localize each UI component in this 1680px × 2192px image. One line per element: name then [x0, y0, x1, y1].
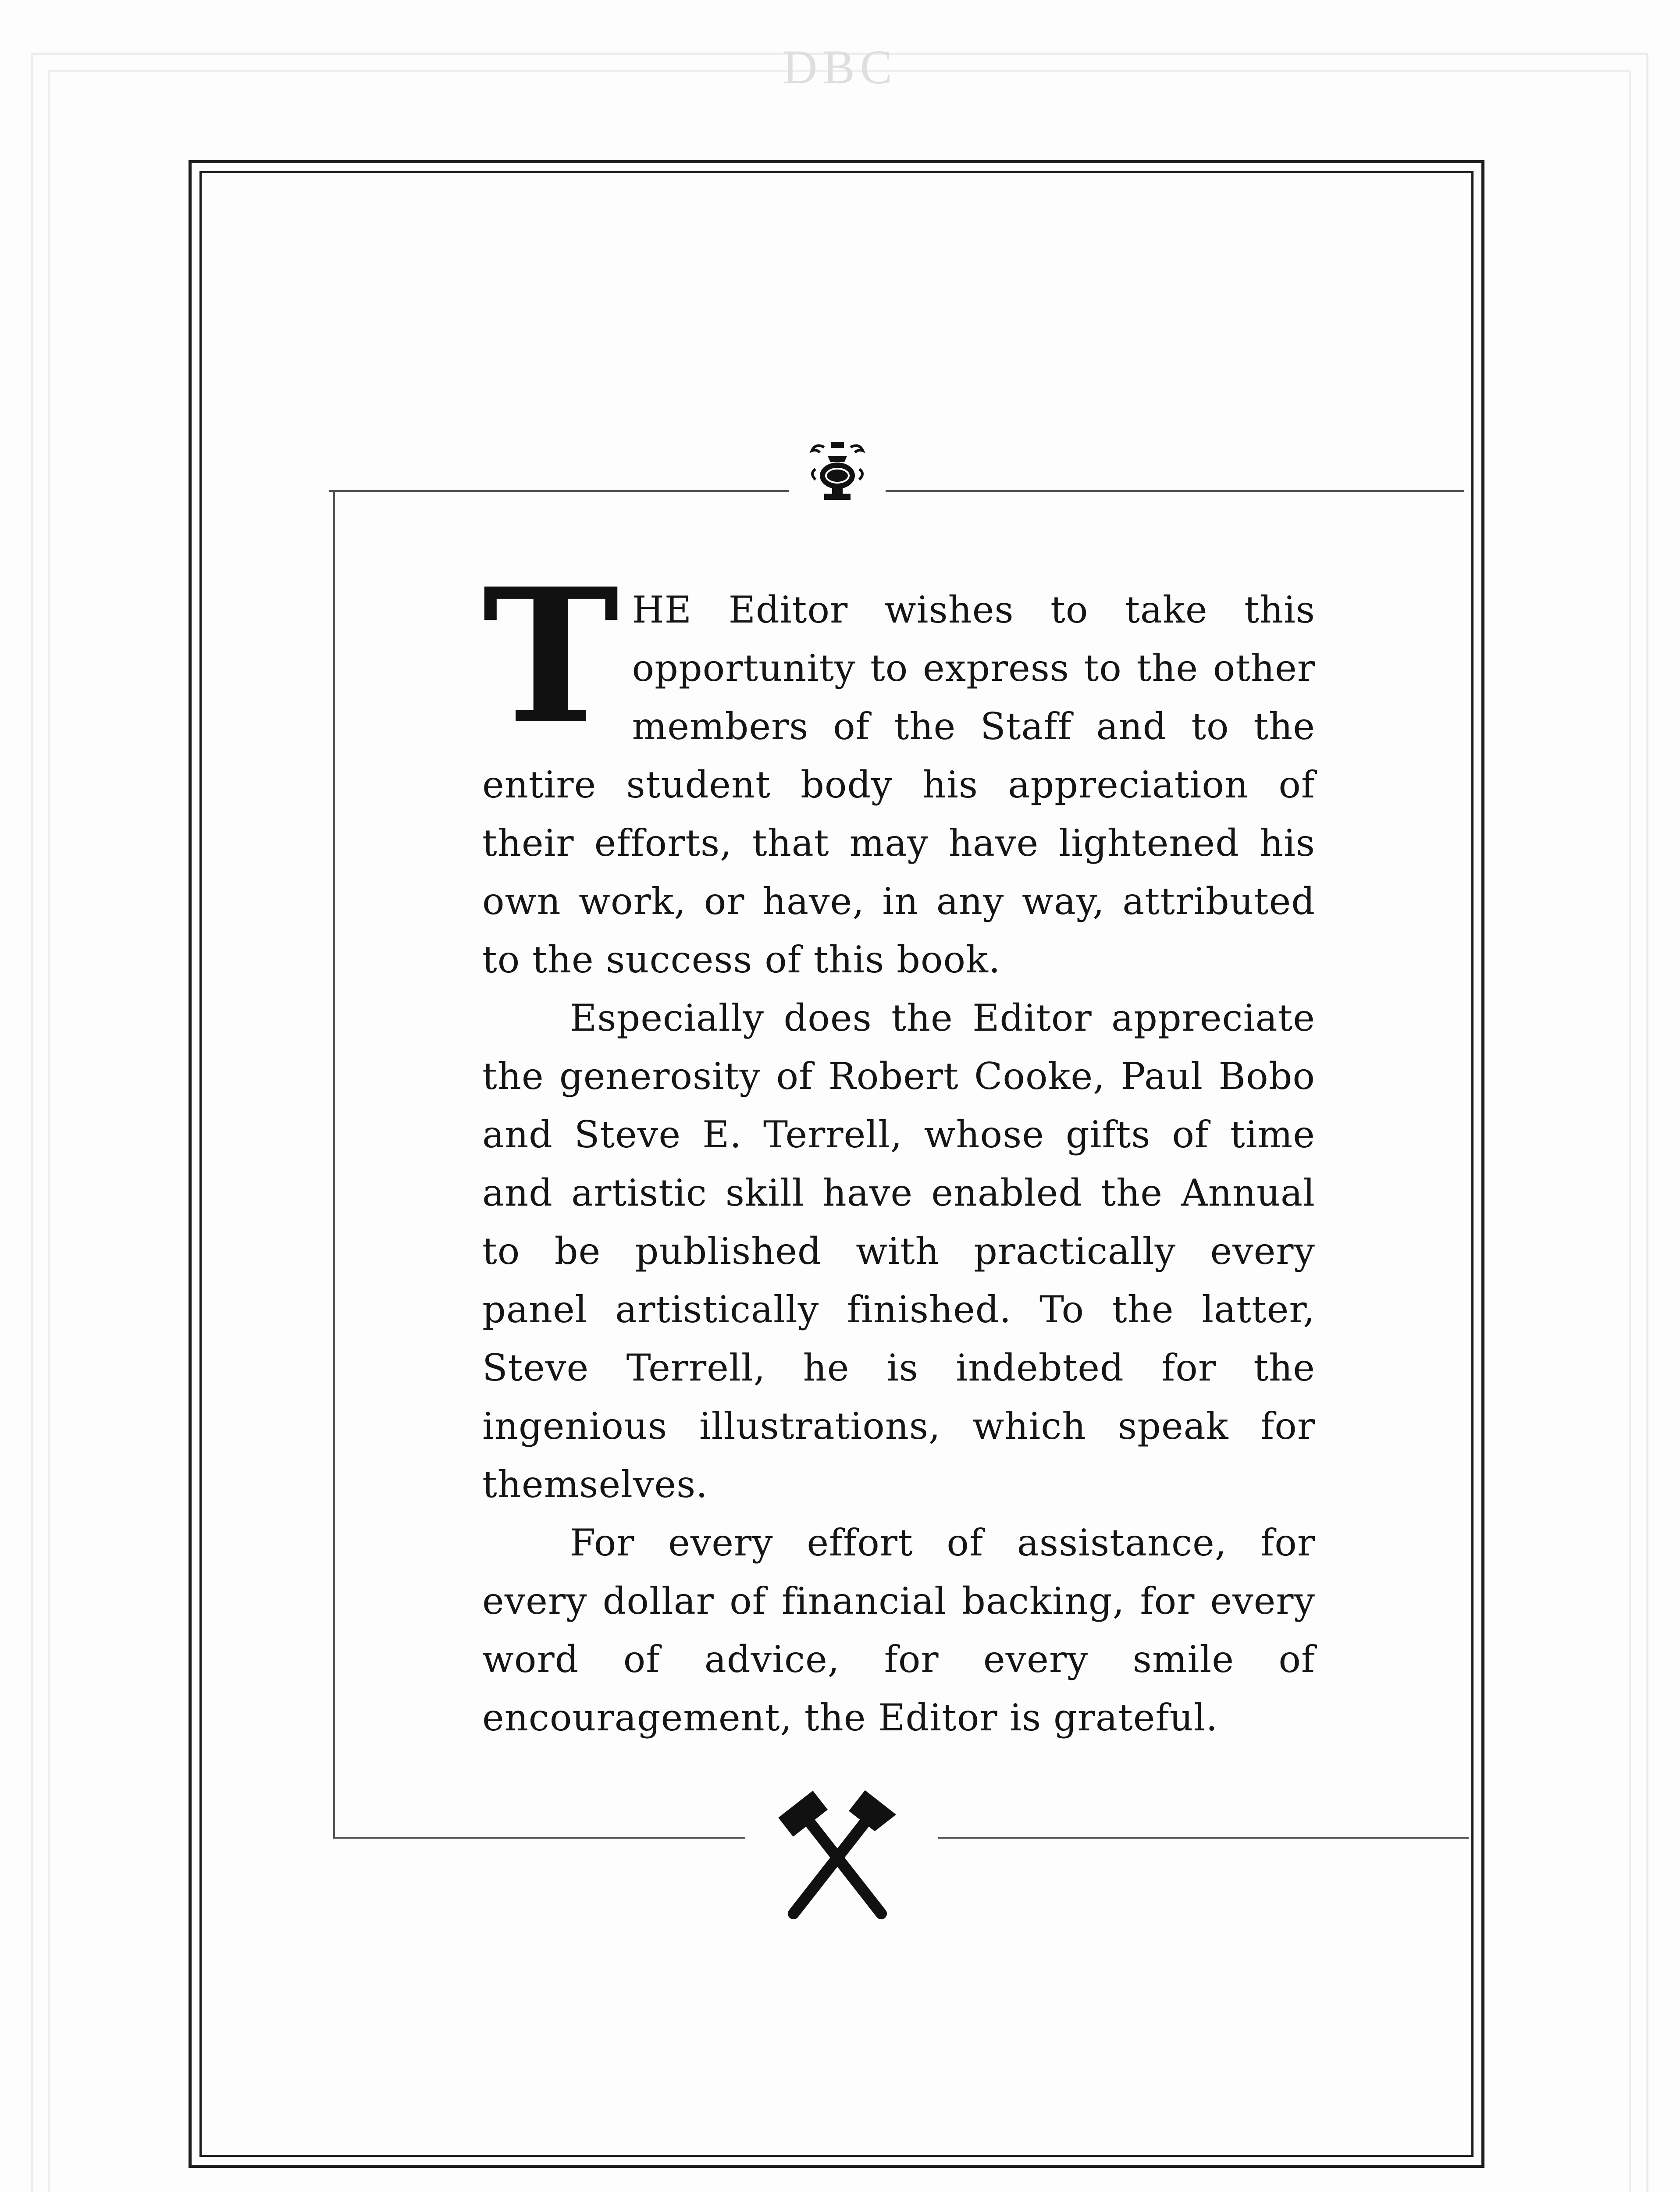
panel-left-rule [333, 490, 335, 1837]
paragraph-3: For every effort of assistance, for every dollar of financial backing, for every word of advice, for every smile of encouragement, the Editor is grateful. [482, 1521, 1315, 1739]
crossed-hammers-icon [772, 1786, 903, 1922]
paragraph-1 [482, 548, 1315, 989]
acknowledgement-text [482, 548, 1315, 1747]
panel-top-rule [329, 490, 1464, 492]
paragraph-2: Especially does the Editor appreciate the generosity of Robert Cooke, Paul Bobo and Steve E. Terrell, whose gifts of time and artistic skill have enabled the Annual to be published with practically every panel artistically finished. To the latter, Steve Terrell, he is indebted for the ingenious illustrations, which speak for themselves. [482, 996, 1315, 1506]
urn-ornament-icon [807, 438, 868, 504]
drop-cap-letter: T [482, 548, 620, 765]
header-watermark: DBC [782, 40, 898, 94]
paragraph-1-text: HE Editor wishes to take this opportunity to express to the other members of the Staff and to the entire student body his appreciation of their efforts, that may have lightened his own work, or have, in any way, attributed to the success of this book. [482, 588, 1315, 981]
